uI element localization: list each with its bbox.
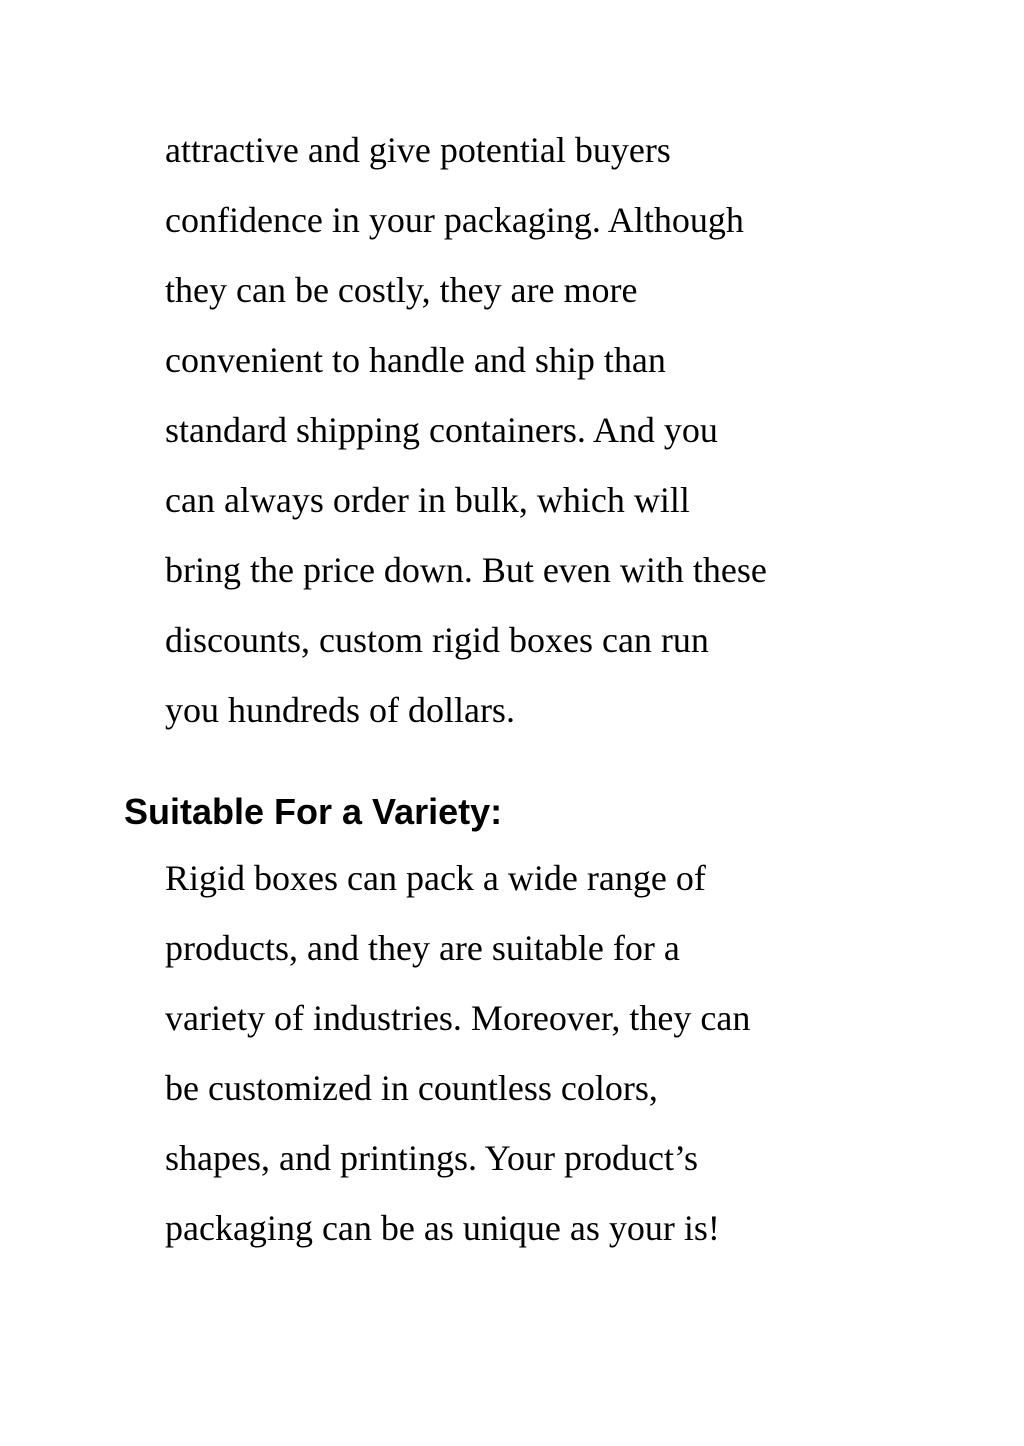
paragraph-line: packaging can be as unique as your is! xyxy=(165,1208,720,1248)
body-paragraph-variety xyxy=(165,843,885,1263)
paragraph-line: convenient to handle and ship than xyxy=(165,340,666,380)
paragraph-line: can always order in bulk, which will xyxy=(165,480,690,520)
paragraph-line: confidence in your packaging. Although xyxy=(165,200,744,240)
paragraph-line: discounts, custom rigid boxes can run xyxy=(165,620,709,660)
paragraph-line: be customized in countless colors, xyxy=(165,1068,658,1108)
paragraph-line: bring the price down. But even with these xyxy=(165,550,767,590)
section-heading: Suitable For a Variety: xyxy=(124,791,503,832)
paragraph-line: Rigid boxes can pack a wide range of xyxy=(165,858,706,898)
paragraph-line: attractive and give potential buyers xyxy=(165,130,671,170)
paragraph-line: products, and they are suitable for a xyxy=(165,928,680,968)
paragraph-line: shapes, and printings. Your product’s xyxy=(165,1138,698,1178)
paragraph-line: they can be costly, they are more xyxy=(165,270,638,310)
paragraph-line: you hundreds of dollars. xyxy=(165,690,515,730)
paragraph-line: variety of industries. Moreover, they can xyxy=(165,998,751,1038)
body-paragraph-pricing xyxy=(165,115,885,745)
paragraph-line: standard shipping containers. And you xyxy=(165,410,718,450)
